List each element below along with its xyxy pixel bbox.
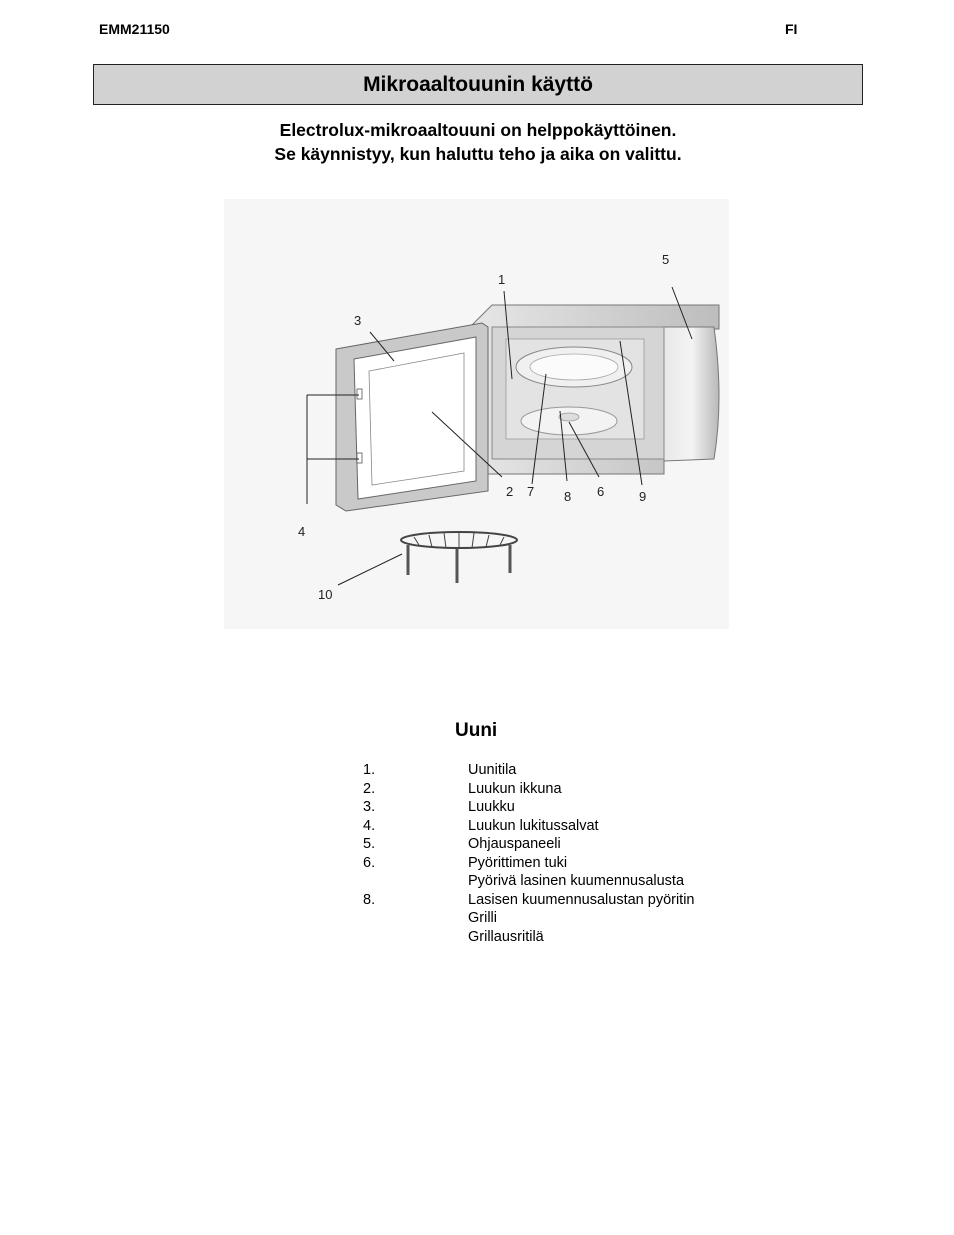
list-item — [363, 835, 783, 854]
callout-5: 5 — [662, 252, 670, 267]
callout-2: 2 — [506, 484, 514, 499]
list-item-number: 8. — [363, 891, 376, 908]
list-item-text: Ohjauspaneeli — [468, 836, 561, 852]
list-item-text: Pyörittimen tuki — [468, 854, 568, 871]
list-item-text: Luukun ikkuna — [468, 780, 562, 797]
callout-7: 7 — [527, 484, 535, 499]
list-item — [363, 872, 783, 891]
oven-door — [336, 323, 488, 511]
list-item — [363, 891, 783, 910]
list-item-number: 1. — [363, 762, 376, 778]
intro-line-2: Se käynnistyy, kun haluttu teho ja aika on valittu. — [274, 144, 682, 164]
list-item — [363, 817, 783, 836]
callout-9: 9 — [639, 489, 647, 504]
microwave-diagram — [224, 199, 729, 629]
list-item-text: Luukun lukitussalvat — [468, 817, 599, 834]
callout-10: 10 — [318, 587, 333, 602]
list-item-number — [363, 872, 468, 891]
language-code: FI — [785, 21, 798, 37]
list-item-text: Lasisen kuumennusalustan pyöritin — [468, 891, 695, 908]
callout-6: 6 — [597, 484, 605, 499]
list-item-number — [363, 909, 468, 928]
list-item — [363, 780, 783, 799]
list-item-number: 5. — [363, 836, 376, 852]
list-item — [363, 854, 783, 873]
list-item-text: Grilli — [468, 910, 497, 926]
list-item-text: Luukku — [468, 799, 515, 815]
section-title: Uuni — [455, 720, 498, 741]
list-item-number: 6. — [363, 854, 376, 871]
intro-line-1: Electrolux-mikroaaltouuni on helppokäyttöinen. — [279, 120, 677, 140]
page-title-text: Mikroaaltouunin käyttö — [363, 72, 593, 96]
list-item-text: Grillausritilä — [468, 928, 544, 945]
list-item — [363, 798, 783, 817]
list-item — [363, 928, 783, 947]
parts-list — [363, 761, 783, 946]
list-item-number: 4. — [363, 817, 376, 834]
callout-8: 8 — [564, 489, 572, 504]
page-title — [93, 64, 863, 105]
list-item-number — [363, 928, 468, 947]
callout-1: 1 — [498, 272, 506, 287]
list-item-text: Uunitila — [468, 762, 517, 778]
callout-3: 3 — [354, 313, 362, 328]
oven-body — [472, 305, 719, 474]
list-item-text: Pyörivä lasinen kuumennusalusta — [468, 873, 685, 889]
list-item — [363, 761, 783, 780]
model-number: EMM21150 — [99, 21, 170, 37]
list-item-number: 2. — [363, 780, 376, 797]
list-item-number: 3. — [363, 799, 376, 815]
list-item — [363, 909, 783, 928]
callout-4: 4 — [298, 524, 306, 539]
